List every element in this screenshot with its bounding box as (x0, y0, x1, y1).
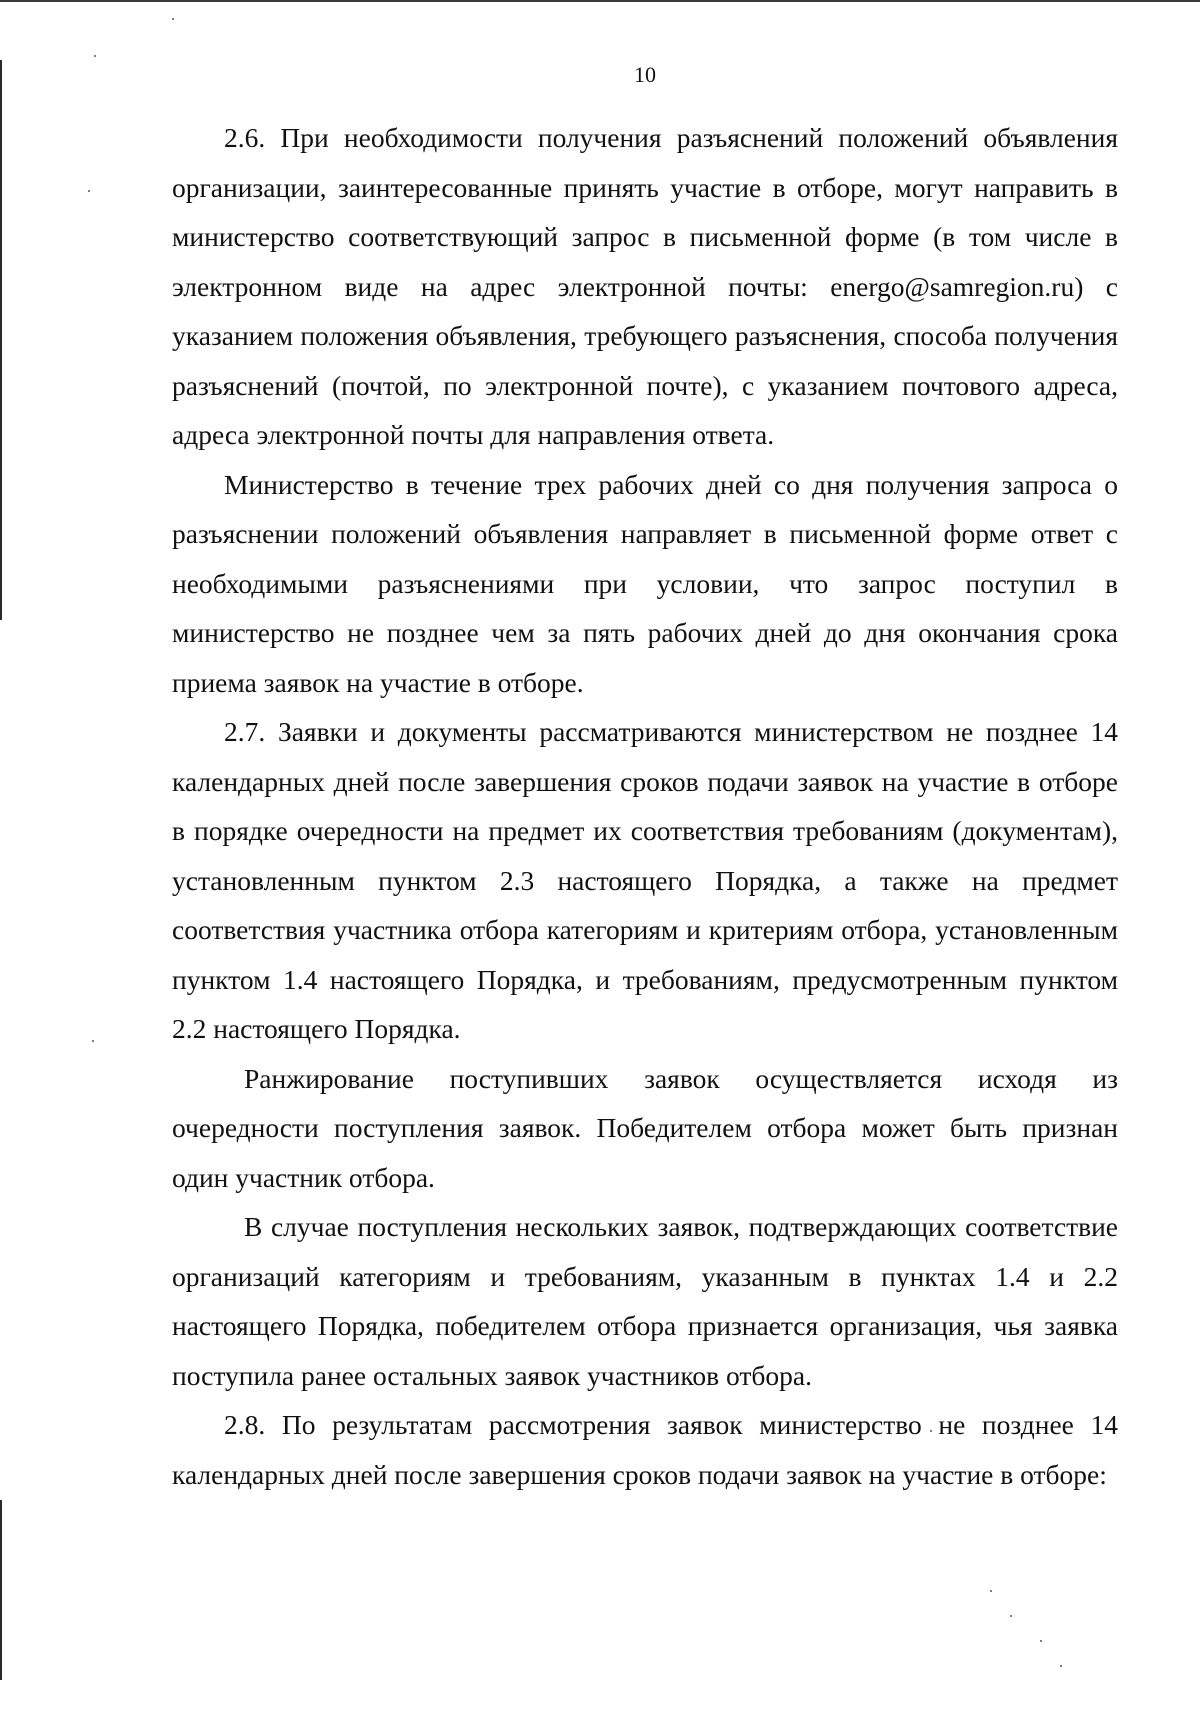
paragraph-2-7: 2.7. Заявки и документы рассматриваются министерством не позднее 14 календарных дней после завершения сроков подачи заявок на участие в отборе в порядке очередности на предмет их соответствия требованиям (документам), установленным пунктом 2.3 настоящего Порядка, а также на предмет соответствия участника отбора категориям и критериям отбора, установленным пунктом 1.4 настоящего Порядка, и требованиям, предусмотренным пунктом 2.2 настоящего Порядка. (172, 716, 1118, 1044)
scan-speck (1040, 1640, 1042, 1642)
paragraph-2-6: 2.6. При необходимости получения разъяснений положений объявления организации, заинтересованные принять участие в отборе, могут направить в министерство соответствующий запрос в письменной форме (в том числе в электронном виде на адрес электронной почты: energo@samregion.ru) с указанием положения объявления, требующего разъяснения, способа получения разъяснений (почтой, по электронной почте), с указанием почтового адреса, адреса электронной почты для направления ответа. (172, 122, 1118, 450)
paragraph-multiple-applications: В случае поступления нескольких заявок, подтверждающих соответствие организаций категориям и требованиям, указанным в пунктах 1.4 и 2.2 настоящего Порядка, победителем отбора признается организация, чья заявка поступила ранее остальных заявок участников отбора. (172, 1211, 1118, 1391)
scan-left-edge (0, 60, 2, 620)
scan-speck (990, 1590, 992, 1592)
page-number: 10 (634, 62, 656, 87)
scan-speck (1060, 1665, 1062, 1667)
document-body (172, 113, 1118, 1499)
paragraph-ministry-response: Министерство в течение трех рабочих дней со дня получения запроса о разъяснении положений объявления направляет в письменной форме ответ с необходимыми разъяснениями при условии, что запрос поступил в министерство не позднее чем за пять рабочих дней до дня окончания срока приема заявок на участие в отборе. (172, 468, 1118, 698)
scan-speck (1010, 1615, 1012, 1617)
paragraph-2-8: 2.8. По результатам рассмотрения заявок министерство не позднее 14 календарных дней после завершения сроков подачи заявок на участие в отборе: (172, 1409, 1118, 1490)
scan-top-edge (0, 0, 1200, 2)
scan-speck (92, 1040, 94, 1042)
scan-speck (88, 190, 90, 192)
scan-speck (94, 55, 96, 57)
scan-speck (172, 18, 174, 20)
scan-left-edge-lower (0, 1500, 2, 1680)
paragraph-ranking: Ранжирование поступивших заявок осуществляется исходя из очередности поступления заявок. Победителем отбора может быть признан один участник отбора. (172, 1062, 1118, 1193)
